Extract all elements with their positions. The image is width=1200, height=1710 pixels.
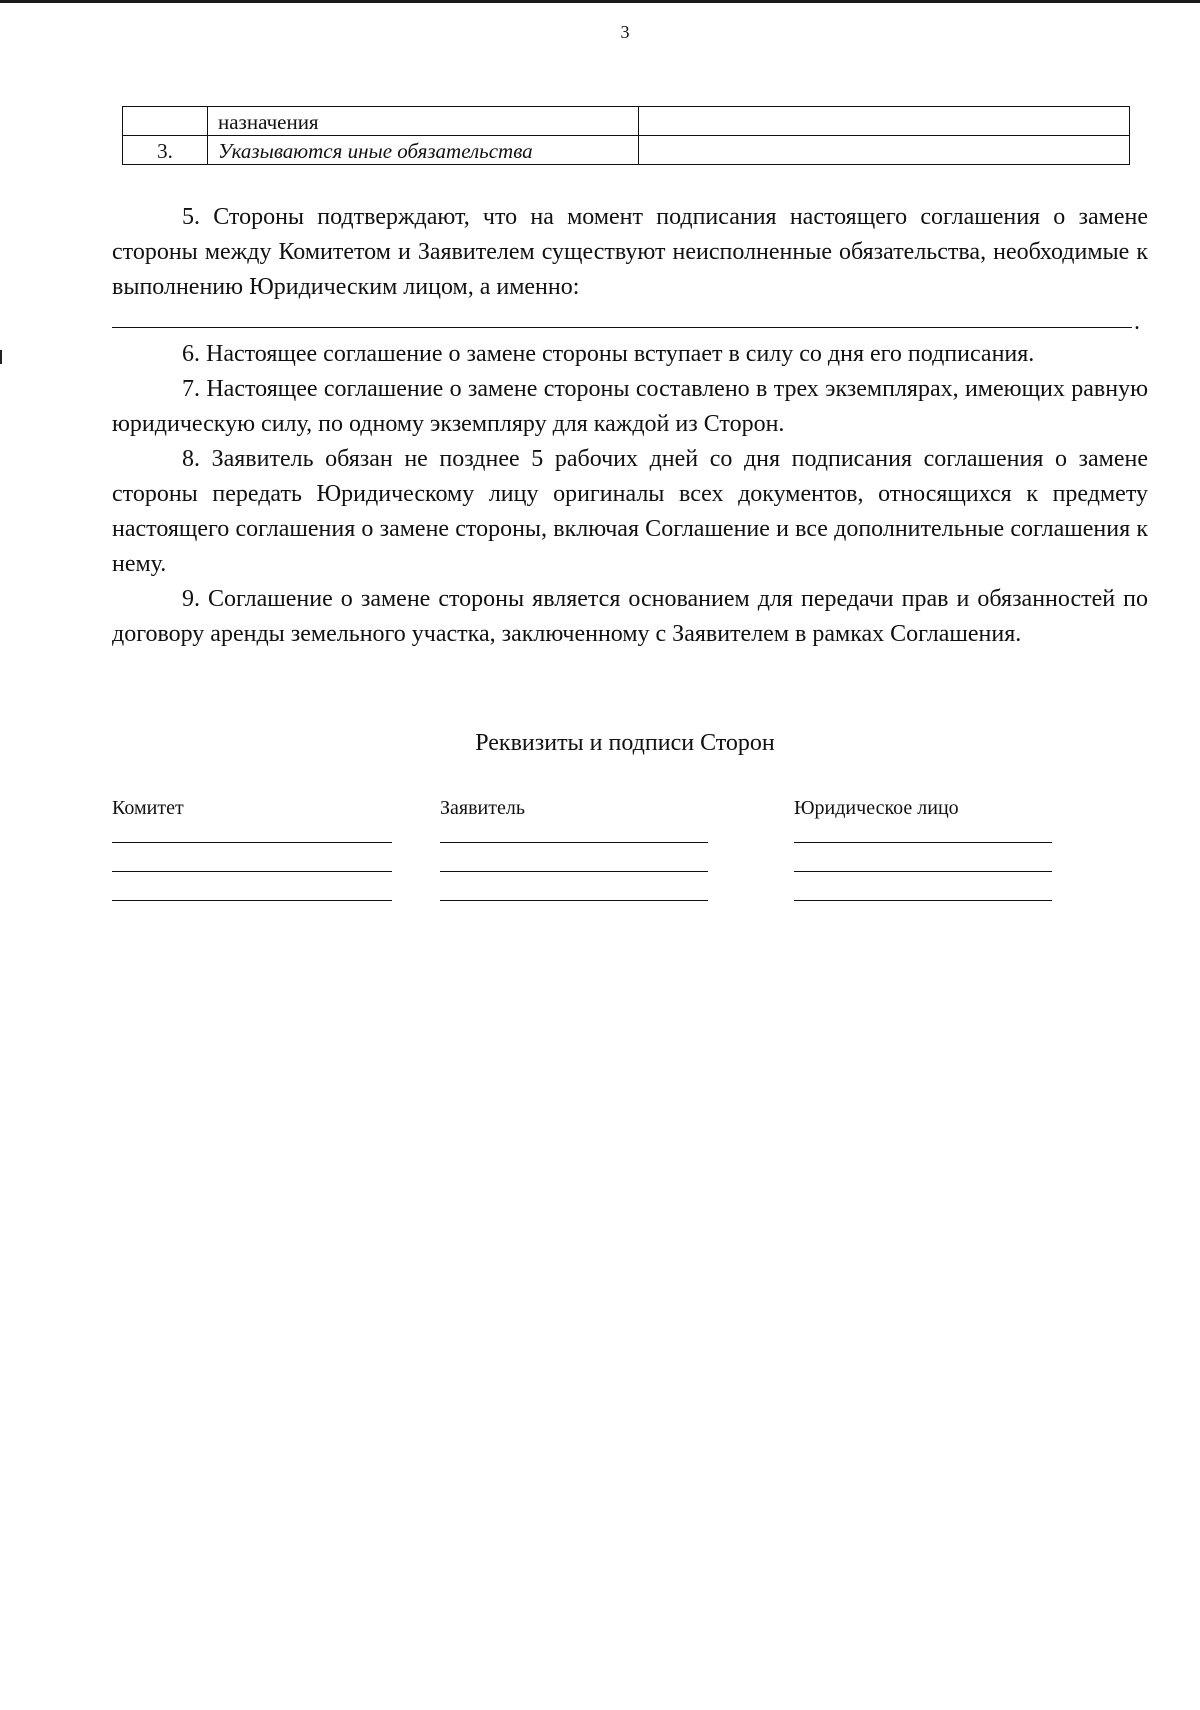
party-label: Комитет bbox=[112, 797, 184, 819]
obligations-table bbox=[122, 106, 1130, 165]
page-top-edge bbox=[0, 0, 1200, 3]
table-row bbox=[123, 136, 1130, 165]
document-body bbox=[112, 200, 1148, 652]
signature-line bbox=[440, 842, 708, 843]
table-cell-number bbox=[123, 107, 208, 136]
signature-line bbox=[112, 871, 392, 872]
signature-line bbox=[112, 900, 392, 901]
table-cell-number: 3. bbox=[123, 136, 208, 165]
fill-in-line bbox=[112, 305, 1148, 335]
signature-line bbox=[112, 842, 392, 843]
paragraph-5: 5. Стороны подтверждают, что на момент подписания настоящего соглашения о замене стороны между Комитетом и Заявителем существуют неисполненные обязательства, необходимые к выполнению Юридическим лицом, а именно: bbox=[112, 204, 1148, 300]
party-applicant bbox=[440, 796, 708, 901]
signature-line bbox=[440, 871, 708, 872]
signature-line bbox=[440, 900, 708, 901]
signature-line bbox=[794, 842, 1052, 843]
party-label: Юридическое лицо bbox=[794, 797, 959, 819]
party-label: Заявитель bbox=[440, 797, 525, 819]
blank-underline bbox=[112, 327, 1132, 328]
page-number: 3 bbox=[620, 22, 630, 42]
table-cell-name: Указываются иные обязательства bbox=[208, 136, 639, 165]
requisites-title: Реквизиты и подписи Сторон bbox=[475, 730, 775, 756]
scan-margin-mark bbox=[0, 350, 2, 364]
paragraph-9: 9. Соглашение о замене стороны является основанием для передачи прав и обязанностей по договору аренды земельного участка, заключенному с Заявителем в рамках Соглашения. bbox=[112, 586, 1148, 647]
paragraph-6: 6. Настоящее соглашение о замене стороны вступает в силу со дня его подписания. bbox=[182, 341, 1035, 367]
party-legal-entity bbox=[794, 796, 1052, 901]
table-cell-value bbox=[639, 136, 1130, 165]
table-cell-value bbox=[639, 107, 1130, 136]
table-row bbox=[123, 107, 1130, 136]
table-cell-name: назначения bbox=[208, 107, 639, 136]
fill-line-period: . bbox=[1134, 309, 1140, 335]
paragraph-7: 7. Настоящее соглашение о замене стороны составлено в трех экземплярах, имеющих равную юридическую силу, по одному экземпляру для каждой из Сторон. bbox=[112, 376, 1148, 437]
signature-line bbox=[794, 871, 1052, 872]
party-committee bbox=[112, 796, 392, 901]
signature-line bbox=[794, 900, 1052, 901]
paragraph-8: 8. Заявитель обязан не позднее 5 рабочих дней со дня подписания соглашения о замене стороны передать Юридическому лицу оригиналы всех документов, относящихся к предмету настоящего соглашения о замене стороны, включая Соглашение и все дополнительные соглашения к нему. bbox=[112, 446, 1148, 577]
